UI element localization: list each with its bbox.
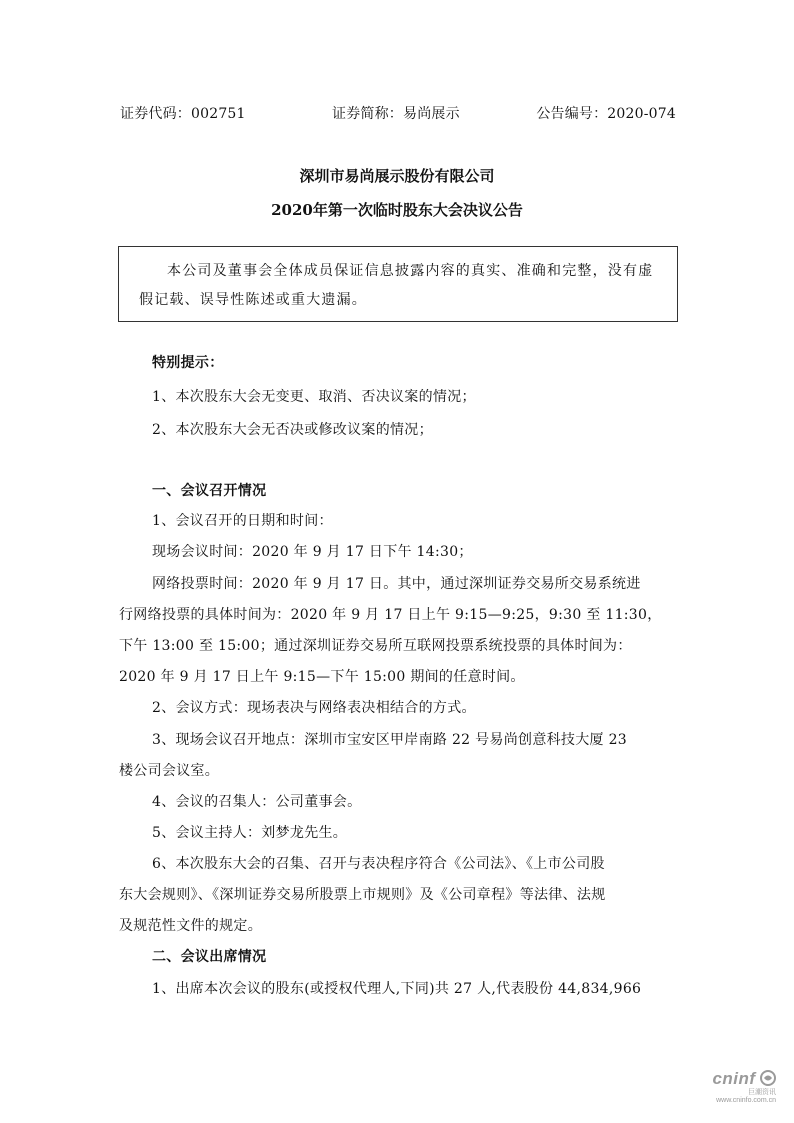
- special-heading: 特别提示：: [152, 355, 224, 371]
- special-item: 2、本次股东大会无否决或修改议案的情况；: [152, 422, 433, 438]
- swirl-icon: [760, 1070, 776, 1086]
- announcement-number: 公告编号：2020-074: [536, 106, 676, 122]
- section1-line: 网络投票时间：2020 年 9 月 17 日。其中，通过深圳证券交易所交易系统进: [152, 576, 641, 592]
- section2-line: 1、出席本次会议的股东(或授权代理人,下同)共 27 人,代表股份 44,834,966: [152, 981, 642, 997]
- section1-line: 5、会议主持人：刘梦龙先生。: [152, 825, 348, 841]
- disclaimer-text: 本公司及董事会全体成员保证信息披露内容的真实、准确和完整，没有虚假记载、误导性陈述或重大遗漏。: [139, 263, 654, 308]
- logo-url: www.cninfo.com.cn: [716, 1097, 776, 1104]
- section1-line: 下午 13:00 至 15:00；通过深圳证券交易所互联网投票系统投票的具体时间为：: [119, 638, 632, 654]
- section2-heading: 二、会议出席情况: [152, 949, 267, 965]
- logo-mark: cninf: [712, 1069, 756, 1088]
- section1-line: 4、会议的召集人：公司董事会。: [152, 794, 362, 810]
- section1-line: 现场会议时间：2020 年 9 月 17 日下午 14:30；: [152, 544, 473, 560]
- section1-line: 及规范性文件的规定。: [119, 918, 262, 934]
- section1-line: 2、会议方式：现场表决与网络表决相结合的方式。: [152, 700, 476, 716]
- section1-line: 东大会规则》、《深圳证券交易所股票上市规则》及《公司章程》等法律、法规: [119, 887, 606, 903]
- section1-line: 楼公司会议室。: [119, 763, 220, 779]
- disclaimer-box: [118, 246, 678, 322]
- special-item: 1、本次股东大会无变更、取消、否决议案的情况；: [152, 389, 476, 405]
- section1-line: 1、会议召开的日期和时间：: [152, 513, 333, 529]
- section1-heading: 一、会议召开情况: [152, 483, 267, 499]
- document-header: [120, 103, 676, 121]
- logo-tagline: 巨潮资讯: [748, 1089, 776, 1096]
- section1-line: 6、本次股东大会的召集、召开与表决程序符合《公司法》、《上市公司股: [152, 856, 605, 872]
- document-title: 2020年第一次临时股东大会决议公告: [271, 201, 523, 219]
- section1-line: 2020 年 9 月 17 日上午 9:15—下午 15:00 期间的任意时间。: [119, 669, 525, 685]
- stock-abbreviation: 证券简称：易尚展示: [332, 106, 460, 122]
- cninfo-logo: [686, 1069, 776, 1103]
- company-title: 深圳市易尚展示股份有限公司: [299, 167, 495, 185]
- section1-line: 行网络投票的具体时间为：2020 年 9 月 17 日上午 9:15—9:25，9:30 至 11:30，: [119, 607, 662, 623]
- stock-code: 证券代码：002751: [120, 106, 246, 122]
- section1-line: 3、现场会议召开地点：深圳市宝安区甲岸南路 22 号易尚创意科技大厦 23: [152, 732, 627, 748]
